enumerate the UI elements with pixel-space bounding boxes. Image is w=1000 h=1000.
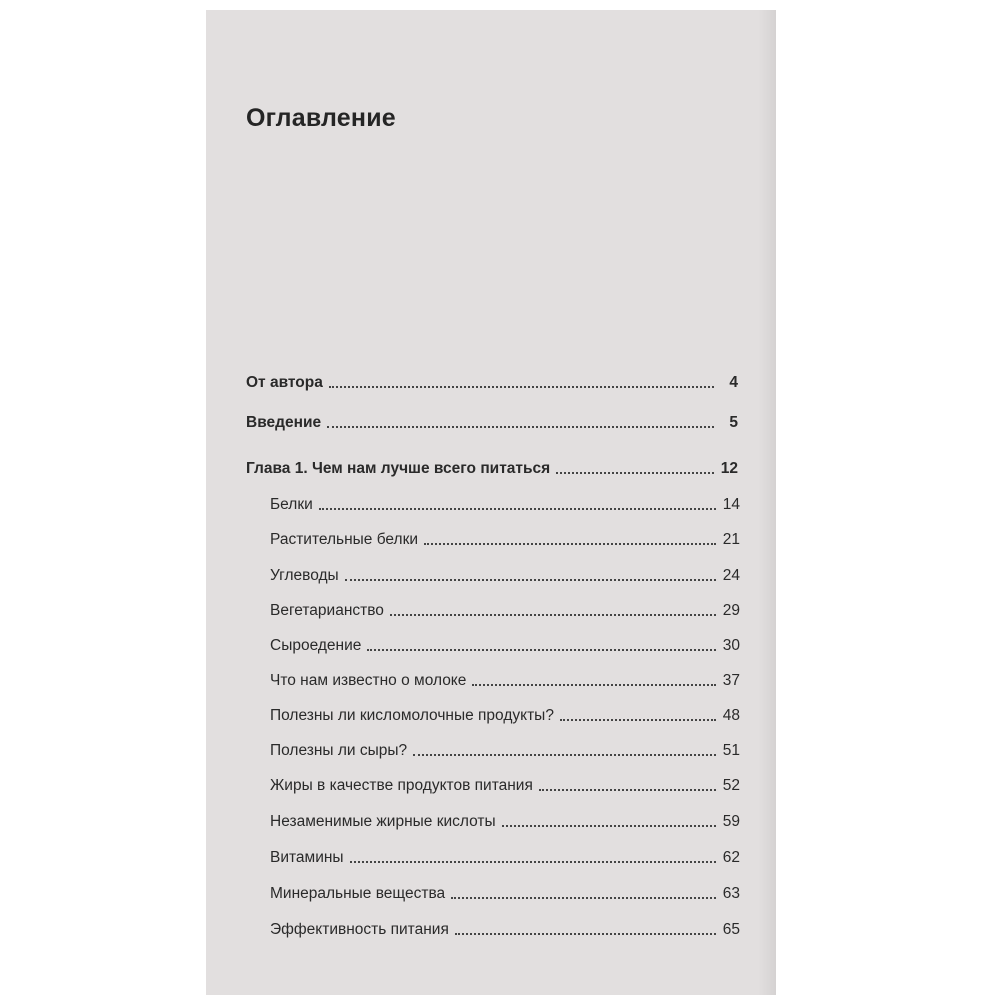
toc-entry-page: 12 <box>720 460 738 477</box>
toc-entry-label: Вегетарианство <box>270 602 384 619</box>
toc-entry-minerals <box>270 879 740 903</box>
toc-entry-page: 5 <box>729 414 738 431</box>
toc-entry-carbohydrates <box>270 561 740 585</box>
dot-leader <box>502 825 716 827</box>
dot-leader <box>319 508 716 510</box>
toc-entry-page: 62 <box>722 849 740 866</box>
toc-entry-vegetarianism <box>270 596 740 620</box>
toc-entry-from-author <box>246 368 738 392</box>
toc-entry-label: Жиры в качестве продуктов питания <box>270 777 533 794</box>
toc-entry-page: 63 <box>722 885 740 902</box>
book-page <box>206 10 776 995</box>
toc-entry-page: 24 <box>722 567 740 584</box>
toc-entry-page: 51 <box>722 742 740 759</box>
toc-entry-vitamins <box>270 843 740 867</box>
toc-entry-page: 52 <box>722 777 740 794</box>
dot-leader <box>560 719 716 721</box>
toc-entry-cheese <box>270 736 740 760</box>
toc-entry-label: Сыроедение <box>270 637 362 654</box>
toc-entry-label: Минеральные вещества <box>270 885 446 902</box>
toc-entry-nutrition-efficiency <box>270 915 740 939</box>
dot-leader <box>539 789 716 791</box>
page-title: Оглавление <box>246 104 396 132</box>
toc-entry-chapter-1 <box>246 454 738 478</box>
toc-entry-page: 59 <box>722 813 740 830</box>
toc-entry-page: 21 <box>722 531 740 548</box>
toc-entry-raw-food <box>270 631 740 655</box>
dot-leader <box>451 897 716 899</box>
toc-entry-label: Введение <box>246 414 322 431</box>
dot-leader <box>367 649 716 651</box>
toc-entry-fats <box>270 771 740 795</box>
toc-entry-label: От автора <box>246 374 323 391</box>
toc-entry-page: 4 <box>729 374 738 391</box>
toc-entry-fatty-acids <box>270 807 740 831</box>
toc-entry-label: Что нам известно о молоке <box>270 672 467 689</box>
dot-leader <box>327 426 714 428</box>
dot-leader <box>556 472 714 474</box>
toc-entry-label: Глава 1. Чем нам лучше всего питаться <box>246 460 551 477</box>
toc-entry-label: Витамины <box>270 849 344 866</box>
toc-entry-milk <box>270 666 740 690</box>
dot-leader <box>390 614 716 616</box>
toc-entry-fermented-milk <box>270 701 740 725</box>
toc-entry-label: Незаменимые жирные кислоты <box>270 813 496 830</box>
dot-leader <box>472 684 716 686</box>
toc-entry-label: Полезны ли сыры? <box>270 742 408 759</box>
dot-leader <box>350 861 716 863</box>
dot-leader <box>329 386 714 388</box>
toc-entry-proteins <box>270 490 740 514</box>
toc-entry-page: 14 <box>722 496 740 513</box>
dot-leader <box>345 579 716 581</box>
toc-entry-label: Растительные белки <box>270 531 419 548</box>
dot-leader <box>424 543 716 545</box>
toc-entry-page: 30 <box>722 637 740 654</box>
toc-entry-page: 48 <box>722 707 740 724</box>
toc-entry-page: 37 <box>722 672 740 689</box>
dot-leader <box>455 933 716 935</box>
toc-entry-label: Углеводы <box>270 567 339 584</box>
toc-entry-page: 65 <box>722 921 740 938</box>
toc-entry-page: 29 <box>722 602 740 619</box>
toc-entry-plant-proteins <box>270 525 740 549</box>
toc-entry-label: Эффективность питания <box>270 921 449 938</box>
toc-entry-introduction <box>246 408 738 432</box>
toc-entry-label: Белки <box>270 496 313 513</box>
dot-leader <box>413 754 716 756</box>
toc-entry-label: Полезны ли кисломолочные продукты? <box>270 707 554 724</box>
